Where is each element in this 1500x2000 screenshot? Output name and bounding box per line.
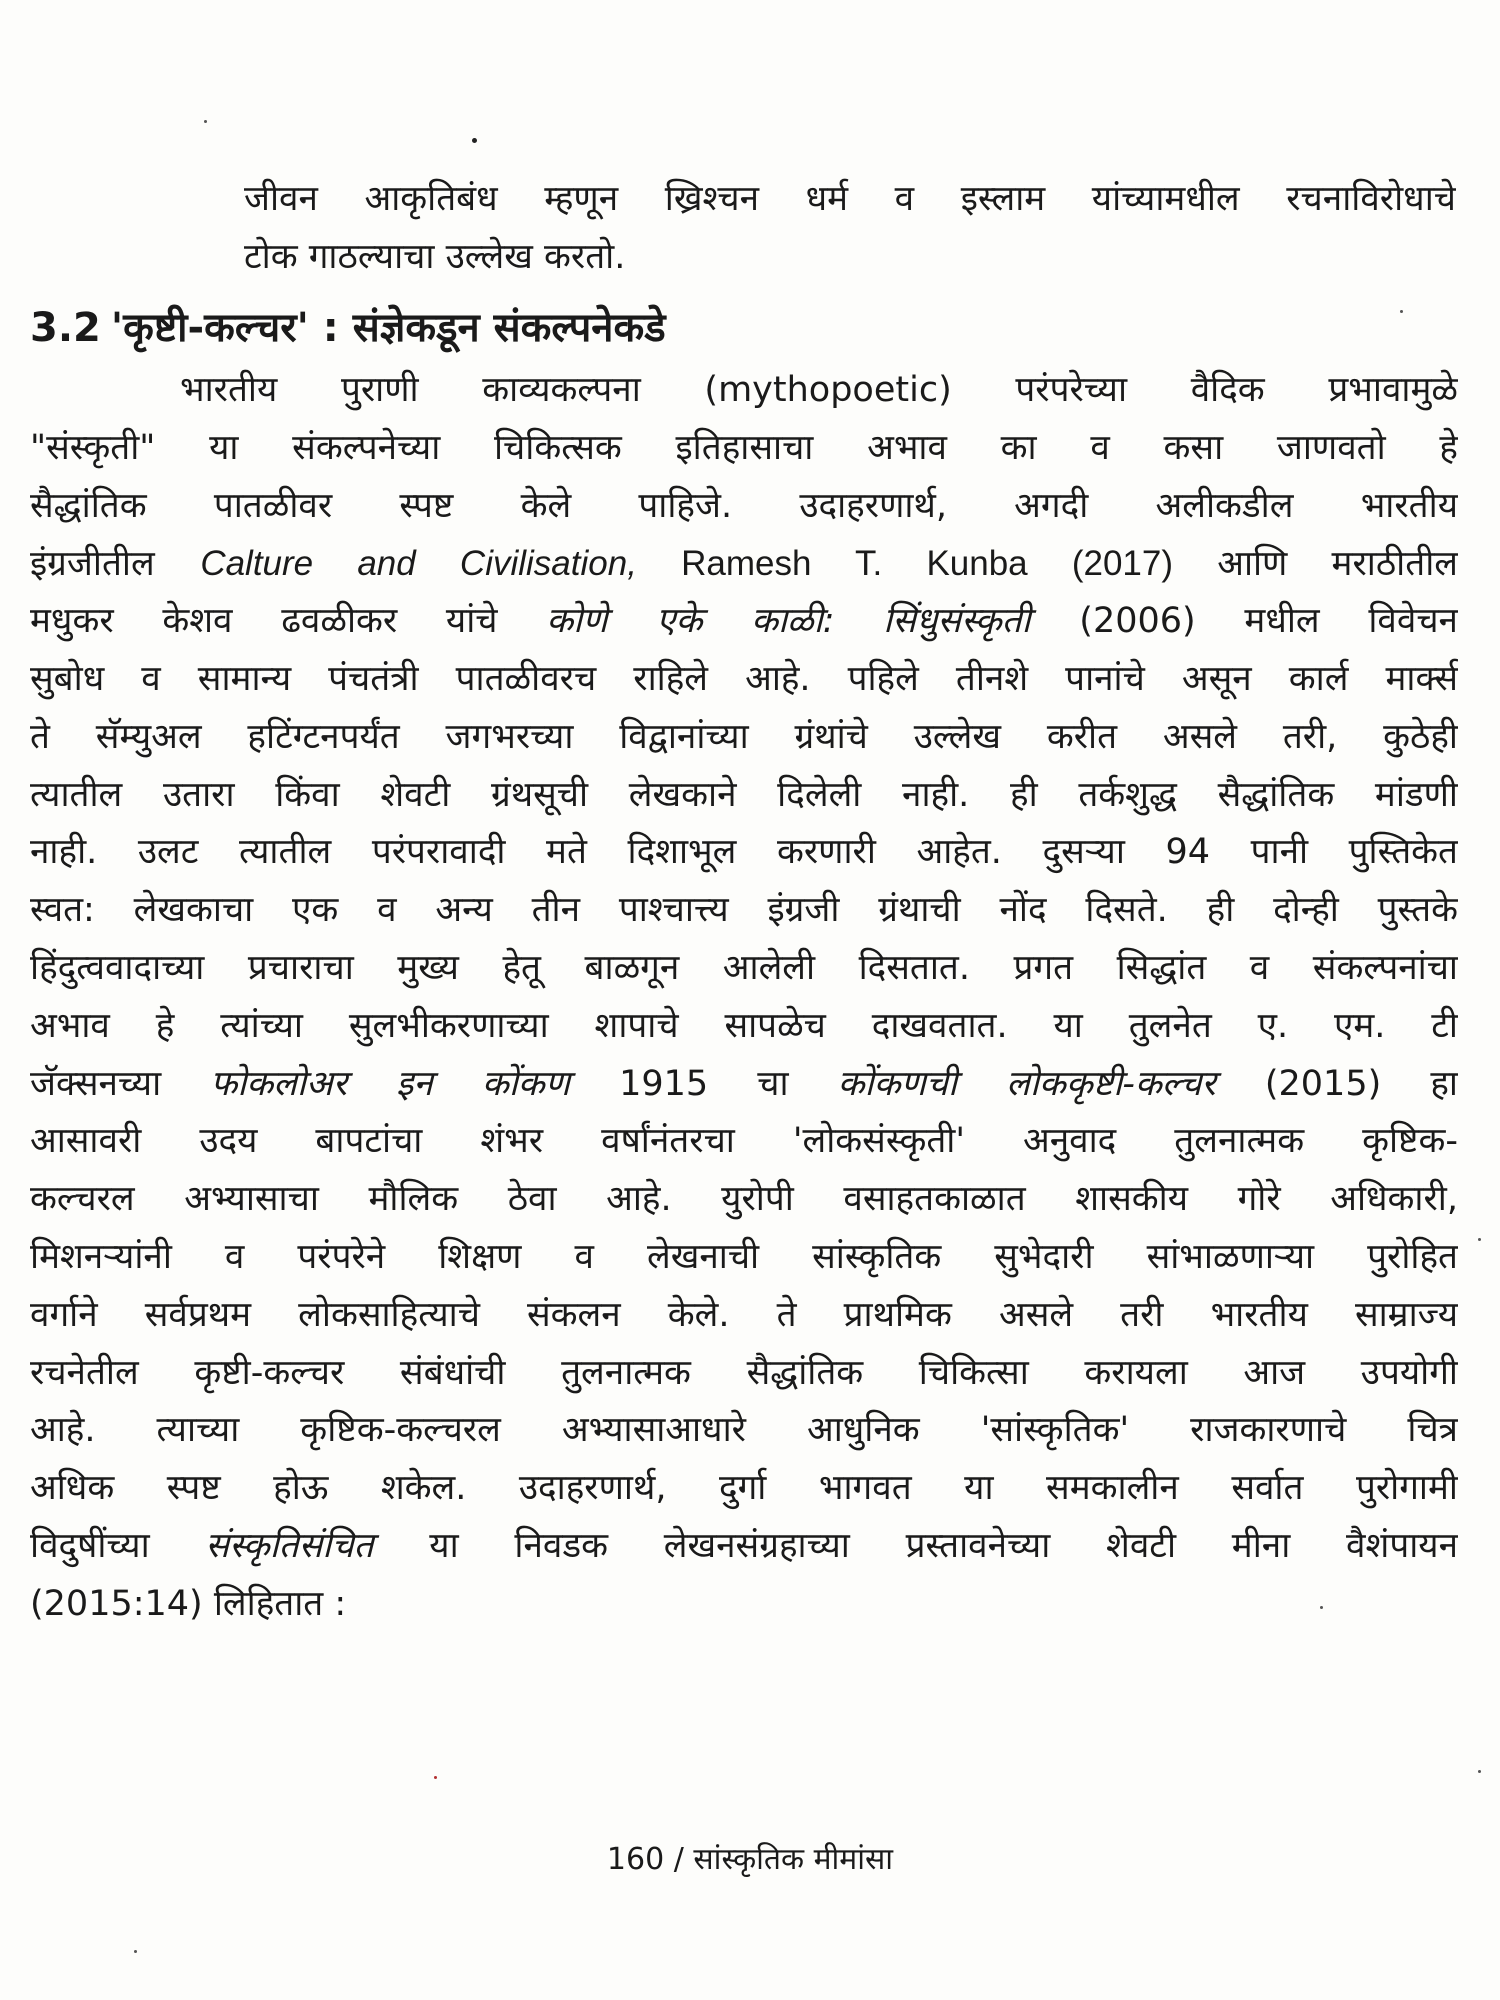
section-number: 3.2 <box>30 305 101 351</box>
text-line: "संस्कृती" या संकल्पनेच्या चिकित्सक इतिहासाचा अभाव का व कसा जाणवतो हे <box>30 427 1458 468</box>
text-line: जीवन आकृतिबंध म्हणून ख्रिश्चन धर्म व इस्लाम यांच्यामधील रचनाविरोधाचे <box>244 179 1456 219</box>
page-number: 160 <box>606 1842 665 1877</box>
text-line: रचनेतील कृष्टी-कल्चर संबंधांची तुलनात्मक सैद्धांतिक चिकित्सा करायला आज उपयोगी <box>30 1352 1458 1393</box>
text-line: नाही. उलट त्यातील परंपरावादी मते दिशाभूल करणारी आहेत. दुसऱ्या 94 पानी पुस्तिकेत <box>30 832 1458 873</box>
text-run: (2015) हा <box>1215 1063 1458 1104</box>
text-run: विदुषींच्या <box>30 1525 206 1566</box>
text-line: कल्चरल अभ्यासाचा मौलिक ठेवा आहे. युरोपी वसाहतकाळात शासकीय गोरे अधिकारी, <box>30 1179 1458 1220</box>
italic-book-title: कोणे एके काळी: सिंधुसंस्कृती <box>546 601 1031 642</box>
italic-book-title: Calture and Civilisation, <box>200 544 637 584</box>
text-line: अधिक स्पष्ट होऊ शकेल. उदाहरणार्थ, दुर्गा भागवत या समकालीन सर्वात पुरोगामी <box>30 1468 1458 1509</box>
text-run: (2006) मधील विवेचन <box>1030 601 1458 642</box>
running-book-title: सांस्कृतिक मीमांसा <box>693 1842 894 1877</box>
text-run: 1915 चा <box>569 1063 838 1104</box>
text-line: अभाव हे त्यांच्या सुलभीकरणाच्या शापाचे सापळेच दाखवतात. या तुलनेत ए. एम. टी <box>30 1005 1458 1046</box>
text-line <box>30 1056 1458 1114</box>
text-line: मिशनऱ्यांनी व परंपरेने शिक्षण व लेखनाची सांस्कृतिक सुभेदारी सांभाळणाऱ्या पुरोहित <box>30 1236 1458 1277</box>
scan-speck <box>1478 1238 1481 1241</box>
italic-book-title: फोकलोअर इन कोंकण <box>210 1063 570 1104</box>
italic-book-title: कोंकणची लोककृष्टी-कल्चर <box>837 1063 1216 1104</box>
text-line: सुबोध व सामान्य पंचतंत्री पातळीवरच राहिले आहे. पहिले तीनशे पानांचे असून कार्ल मार्क्स <box>30 658 1458 699</box>
text-line: भारतीय पुराणी काव्यकल्पना (mythopoetic) परंपरेच्या वैदिक प्रभावामुळे <box>180 370 1458 410</box>
text-line: हिंदुत्ववादाच्या प्रचाराचा मुख्य हेतू बाळगून आलेली दिसतात. प्रगत सिद्धांत व संकल्पनांचा <box>30 947 1458 988</box>
text-run: जॅक्सनच्या <box>30 1063 211 1104</box>
scan-speck <box>204 120 207 123</box>
body-paragraph <box>30 362 1458 1634</box>
text-line: स्वत: लेखकाचा एक व अन्य तीन पाश्चात्त्य इंग्रजी ग्रंथाची नोंद दिसते. ही दोन्ही पुस्तके <box>30 890 1458 931</box>
italic-book-title: संस्कृतिसंचित <box>205 1525 374 1566</box>
text-line: सैद्धांतिक पातळीवर स्पष्ट केले पाहिजे. उदाहरणार्थ, अगदी अलीकडील भारतीय <box>30 485 1458 526</box>
section-heading <box>30 300 1450 356</box>
text-line <box>30 1518 1458 1576</box>
text-line: आसावरी उदय बापटांचा शंभर वर्षांनंतरचा 'लोकसंस्कृती' अनुवाद तुलनात्मक कृष्टिक- <box>30 1121 1458 1162</box>
footer-separator: / <box>673 1842 684 1877</box>
scan-speck <box>472 138 477 143</box>
text-line: ते सॅम्युअल हटिंग्टनपर्यंत जगभरच्या विद्वानांच्या ग्रंथांचे उल्लेख करीत असले तरी, कुठेही <box>30 716 1458 757</box>
page-footer <box>0 1840 1500 1880</box>
text-line: त्यातील उतारा किंवा शेवटी ग्रंथसूची लेखकाने दिलेली नाही. ही तर्कशुद्ध सैद्धांतिक मांडणी <box>30 774 1458 815</box>
text-line: वर्गाने सर्वप्रथम लोकसाहित्याचे संकलन केले. ते प्राथमिक असले तरी भारतीय साम्राज्य <box>30 1294 1458 1335</box>
text-run: इंग्रजीतील <box>30 544 201 585</box>
text-run: Ramesh T. Kunba (2017) आणि मराठीतील <box>636 544 1458 584</box>
scan-speck <box>134 1950 137 1953</box>
section-title: 'कृष्टी-कल्चर' : संज्ञेकडून संकल्पनेकडे <box>110 305 666 351</box>
text-line: आहे. त्याच्या कृष्टिक-कल्चरल अभ्यासाआधारे आधुनिक 'सांस्कृतिक' राजकारणाचे चित्र <box>30 1410 1458 1451</box>
text-run: या निवडक लेखनसंग्रहाच्या प्रस्तावनेच्या शेवटी मीना वैशंपायन <box>373 1525 1458 1566</box>
scan-speck <box>1478 1770 1481 1773</box>
scan-speck <box>434 1776 437 1779</box>
continuation-paragraph <box>64 170 1456 286</box>
text-line <box>30 593 1458 651</box>
text-line: (2015:14) लिहितात : <box>30 1583 347 1624</box>
text-line <box>30 535 1458 593</box>
text-run: मधुकर केशव ढवळीकर यांचे <box>30 601 547 642</box>
text-line: टोक गाठल्याचा उल्लेख करतो. <box>244 237 626 277</box>
